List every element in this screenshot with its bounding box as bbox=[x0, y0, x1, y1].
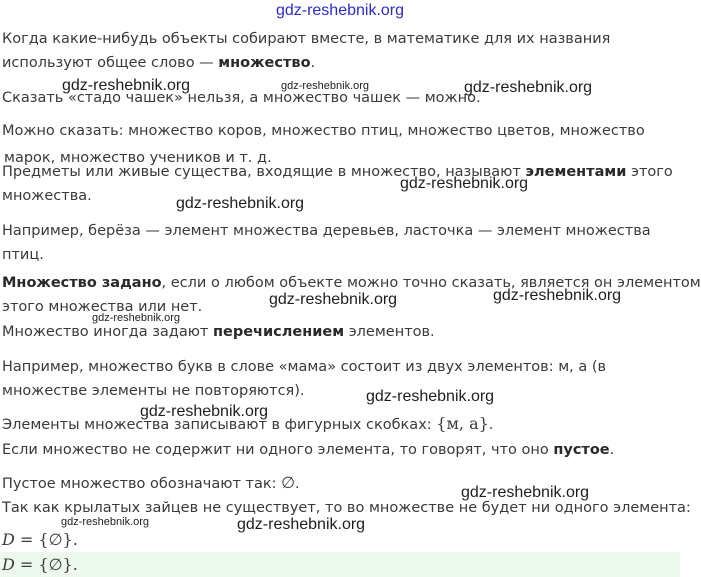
math-expression: = {∅}. bbox=[14, 555, 78, 574]
text-fragment: Пустое множество обозначают так: bbox=[2, 476, 282, 492]
text-fragment: Элементы множества записывают в фигурных скобках: bbox=[2, 417, 437, 433]
math-formula-answer bbox=[2, 555, 78, 575]
watermark: gdz-reshebnik.org bbox=[464, 79, 593, 96]
text-fragment: , если о любом объекте можно точно сказать, является он элементом bbox=[161, 275, 701, 291]
watermark: gdz-reshebnik.org bbox=[400, 175, 529, 192]
text-fragment: . bbox=[488, 417, 494, 433]
text-line: Когда какие-нибудь объекты собирают вместе, в математике для их названия bbox=[2, 31, 611, 47]
text-line: Сказать «стадо чашек» нельзя, а множество чашек — можно. bbox=[2, 90, 481, 106]
text-line: птиц. bbox=[2, 247, 44, 263]
watermark: gdz-reshebnik.org bbox=[140, 403, 269, 420]
math-empty-set: ∅ bbox=[281, 473, 296, 492]
watermark: gdz-reshebnik.org bbox=[176, 195, 305, 212]
watermark: gdz-reshebnik.org bbox=[493, 287, 622, 304]
watermark: gdz-reshebnik.org bbox=[92, 312, 181, 324]
text-line: Например, берёза — элемент множества деревьев, ласточка — элемент множества bbox=[2, 223, 651, 239]
math-set-example: {м, а} bbox=[436, 414, 489, 433]
text-line bbox=[2, 53, 315, 73]
text-fragment: этого bbox=[626, 164, 673, 180]
watermark: gdz-reshebnik.org bbox=[281, 80, 370, 92]
text-fragment: . bbox=[609, 442, 615, 458]
math-variable: D bbox=[2, 530, 15, 549]
text-fragment: Предметы или живые существа, входящие в множество, называют bbox=[2, 164, 526, 180]
text-line: этого множества или нет. bbox=[2, 299, 203, 315]
text-fragment: элементов. bbox=[344, 324, 435, 340]
text-line bbox=[2, 162, 673, 182]
term-set-defined: Множество задано bbox=[2, 275, 162, 291]
watermark: gdz-reshebnik.org bbox=[237, 516, 366, 533]
term-set: множество bbox=[218, 55, 311, 71]
term-empty: пустое bbox=[553, 442, 610, 458]
watermark: gdz-reshebnik.org bbox=[269, 291, 398, 308]
term-elements: элементами bbox=[525, 164, 627, 180]
term-enumeration: перечислением bbox=[212, 324, 345, 340]
site-header[interactable]: gdz-reshebnik.org bbox=[275, 2, 405, 19]
text-line: Например, множество букв в слове «мама» состоит из двух элементов: м, а (в bbox=[2, 359, 607, 375]
text-fragment: Если множество не содержит ни одного элемента, то говорят, что оно bbox=[2, 442, 554, 458]
watermark: gdz-reshebnik.org bbox=[61, 516, 150, 528]
text-line: множества. bbox=[2, 188, 92, 204]
math-expression: = {∅}. bbox=[14, 530, 78, 549]
answer-highlight bbox=[0, 552, 680, 577]
text-fragment: . bbox=[310, 55, 316, 71]
math-formula bbox=[2, 530, 78, 550]
math-variable: D bbox=[2, 555, 15, 574]
watermark: gdz-reshebnik.org bbox=[366, 388, 495, 405]
text-line bbox=[2, 322, 435, 342]
text-line bbox=[2, 473, 300, 494]
text-line: Можно сказать: множество коров, множество птиц, множество цветов, множество bbox=[2, 123, 645, 139]
watermark: gdz-reshebnik.org bbox=[62, 77, 191, 94]
clipped-line-container bbox=[2, 148, 502, 166]
text-line: Так как крылатых зайцев не существует, то во множестве не будет ни одного элемента: bbox=[2, 500, 691, 516]
text-line: марок, множество учеников и т. д. bbox=[4, 150, 272, 166]
text-fragment: Множество иногда задают bbox=[2, 324, 213, 340]
text-fragment: . bbox=[295, 476, 300, 492]
text-fragment: используют общее слово — bbox=[2, 55, 219, 71]
text-line bbox=[2, 440, 614, 460]
watermark: gdz-reshebnik.org bbox=[461, 484, 590, 501]
text-line: множестве элементы не повторяются). bbox=[2, 383, 305, 399]
